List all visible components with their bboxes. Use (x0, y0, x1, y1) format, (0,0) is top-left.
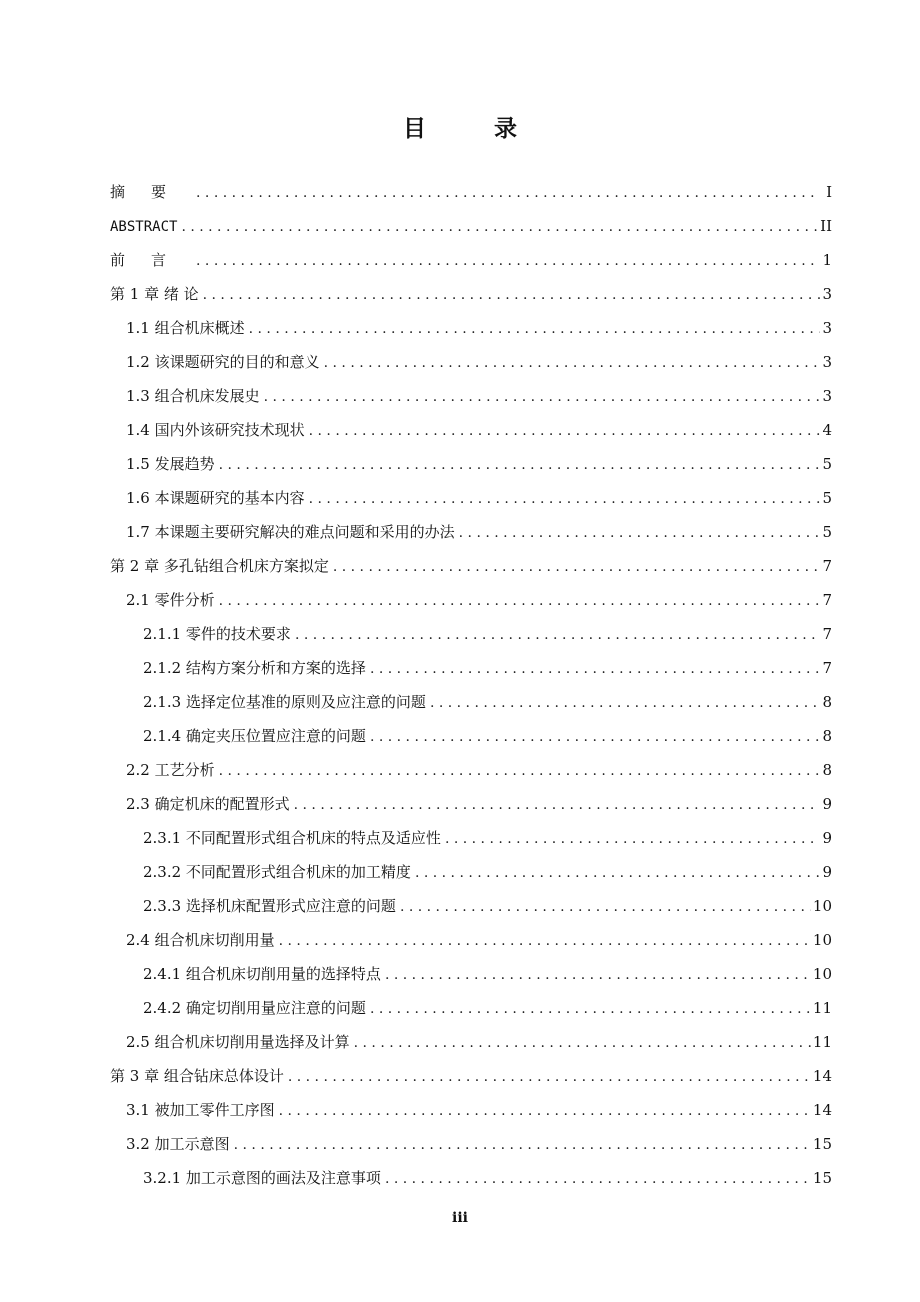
dot-leader (385, 958, 811, 992)
toc-entry-page: 11 (812, 999, 832, 1017)
toc-entry-page: 9 (822, 863, 832, 881)
toc-entry-page: 15 (812, 1169, 832, 1187)
toc-entry-label: 前言 (110, 251, 193, 269)
toc-entry-page: 4 (822, 421, 832, 439)
toc-entry[interactable] (110, 243, 832, 277)
toc-entry[interactable] (110, 855, 832, 889)
dot-leader (249, 312, 820, 346)
toc-entry[interactable] (110, 175, 832, 209)
toc-entry-label: ABSTRACT (110, 219, 178, 235)
toc-entry-label: 1.7 本课题主要研究解决的难点问题和采用的办法 (126, 523, 455, 541)
toc-entry-page: 8 (822, 761, 832, 779)
toc-entry-page: 11 (812, 1033, 832, 1051)
toc-entry[interactable] (110, 549, 832, 583)
toc-entry-page: 14 (812, 1067, 832, 1085)
toc-entry[interactable] (110, 957, 832, 991)
dot-leader (370, 992, 811, 1026)
page-number: iii (452, 1210, 468, 1226)
dot-leader (385, 1162, 811, 1196)
toc-entry-label: 2.4.1 组合机床切削用量的选择特点 (143, 965, 381, 983)
dot-leader (219, 754, 820, 788)
toc-entry[interactable] (110, 685, 832, 719)
toc-entry-page: 7 (822, 591, 832, 609)
toc-entry[interactable] (110, 923, 832, 957)
toc-entry-label: 2.5 组合机床切削用量选择及计算 (126, 1033, 350, 1051)
toc-entry-page: 10 (812, 897, 832, 915)
toc-entry[interactable] (110, 889, 832, 923)
dot-leader (219, 584, 820, 618)
toc-entry-label: 1.1 组合机床概述 (126, 319, 245, 337)
toc-entry[interactable] (110, 991, 832, 1025)
toc-entry[interactable] (110, 515, 832, 549)
toc-entry-label: 2.1.3 选择定位基准的原则及应注意的问题 (143, 693, 426, 711)
toc-entry-label: 2.3 确定机床的配置形式 (126, 795, 290, 813)
toc-entry-label: 2.1.4 确定夹压位置应注意的问题 (143, 727, 366, 745)
toc-entry-label: 2.3.1 不同配置形式组合机床的特点及适应性 (143, 829, 441, 847)
toc-entry[interactable] (110, 447, 832, 481)
toc-entry-page: 7 (822, 557, 832, 575)
toc-entry-label: 1.2 该课题研究的目的和意义 (126, 353, 320, 371)
toc-entry-label: 1.4 国内外该研究技术现状 (126, 421, 305, 439)
toc-entry[interactable] (110, 617, 832, 651)
toc-entry-label: 2.3.2 不同配置形式组合机床的加工精度 (143, 863, 411, 881)
toc-entry-page: I (826, 183, 832, 201)
toc-entry-page: II (820, 217, 832, 235)
dot-leader (309, 482, 820, 516)
toc-entry-label: 2.4 组合机床切削用量 (126, 931, 275, 949)
dot-leader (370, 652, 820, 686)
toc-entry-page: 1 (822, 251, 832, 269)
dot-leader (333, 550, 820, 584)
toc-entry-label: 摘要 (110, 183, 193, 201)
toc-entry[interactable] (110, 345, 832, 379)
toc-entry-label: 2.2 工艺分析 (126, 761, 215, 779)
dot-leader (459, 516, 820, 550)
toc-entry[interactable] (110, 719, 832, 753)
toc-entry[interactable] (110, 787, 832, 821)
toc-entry-label: 2.1.2 结构方案分析和方案的选择 (143, 659, 366, 677)
toc-entry-label: 2.1 零件分析 (126, 591, 215, 609)
toc-entry[interactable] (110, 651, 832, 685)
dot-leader (400, 890, 811, 924)
toc-entry[interactable] (110, 413, 832, 447)
toc-entry-label: 第 2 章 多孔钻组合机床方案拟定 (110, 557, 329, 575)
toc-entry-page: 8 (822, 727, 832, 745)
toc-entry[interactable] (110, 379, 832, 413)
dot-leader (234, 1128, 811, 1162)
dot-leader (445, 822, 820, 856)
dot-leader (294, 788, 820, 822)
toc-entry-page: 3 (822, 387, 832, 405)
toc-entry-label: 1.3 组合机床发展史 (126, 387, 260, 405)
dot-leader (324, 346, 820, 380)
toc-entry-page: 9 (822, 795, 832, 813)
dot-leader (295, 618, 820, 652)
toc-entry[interactable] (110, 481, 832, 515)
toc-entry[interactable] (110, 209, 832, 243)
toc-entry-page: 7 (822, 625, 832, 643)
dot-leader (219, 448, 820, 482)
toc-entry[interactable] (110, 1059, 832, 1093)
toc-entry-label: 1.6 本课题研究的基本内容 (126, 489, 305, 507)
dot-leader (196, 244, 820, 278)
toc-entry-page: 3 (822, 319, 832, 337)
toc-entry[interactable] (110, 753, 832, 787)
toc-entry-page: 15 (812, 1135, 832, 1153)
dot-leader (309, 414, 820, 448)
toc-entry-label: 3.2 加工示意图 (126, 1135, 230, 1153)
toc-entry-page: 10 (812, 931, 832, 949)
toc-entry-page: 3 (822, 353, 832, 371)
dot-leader (181, 210, 818, 244)
toc-entry[interactable] (110, 583, 832, 617)
dot-leader (196, 176, 820, 210)
toc-entry-page: 9 (822, 829, 832, 847)
dot-leader (279, 924, 811, 958)
toc-entry-page: 10 (812, 965, 832, 983)
dot-leader (203, 278, 820, 312)
toc-entry-page: 5 (822, 455, 832, 473)
toc-entry[interactable] (110, 277, 832, 311)
toc-entry-label: 3.1 被加工零件工序图 (126, 1101, 275, 1119)
dot-leader (415, 856, 820, 890)
toc-entry-page: 5 (822, 489, 832, 507)
toc-entry-label: 2.4.2 确定切削用量应注意的问题 (143, 999, 366, 1017)
toc-entry-label: 2.1.1 零件的技术要求 (143, 625, 291, 643)
toc-entry-label: 1.5 发展趋势 (126, 455, 215, 473)
toc-entry-page: 8 (822, 693, 832, 711)
toc-entry[interactable] (110, 311, 832, 345)
dot-leader (354, 1026, 811, 1060)
toc-entry-label: 第 1 章 绪 论 (110, 285, 199, 303)
table-of-contents (110, 175, 832, 1195)
toc-entry-page: 3 (822, 285, 832, 303)
toc-entry[interactable] (110, 1161, 832, 1195)
dot-leader (370, 720, 820, 754)
toc-entry-page: 7 (822, 659, 832, 677)
toc-entry[interactable] (110, 1093, 832, 1127)
dot-leader (264, 380, 820, 414)
dot-leader (430, 686, 820, 720)
toc-entry-label: 2.3.3 选择机床配置形式应注意的问题 (143, 897, 396, 915)
toc-entry-label: 3.2.1 加工示意图的画法及注意事项 (143, 1169, 381, 1187)
toc-entry-label: 第 3 章 组合钻床总体设计 (110, 1067, 284, 1085)
toc-entry[interactable] (110, 1127, 832, 1161)
dot-leader (279, 1094, 811, 1128)
toc-entry-page: 14 (812, 1101, 832, 1119)
toc-entry-page: 5 (822, 523, 832, 541)
toc-entry[interactable] (110, 821, 832, 855)
dot-leader (288, 1060, 811, 1094)
toc-entry[interactable] (110, 1025, 832, 1059)
page-title: 目 录 (402, 115, 547, 142)
